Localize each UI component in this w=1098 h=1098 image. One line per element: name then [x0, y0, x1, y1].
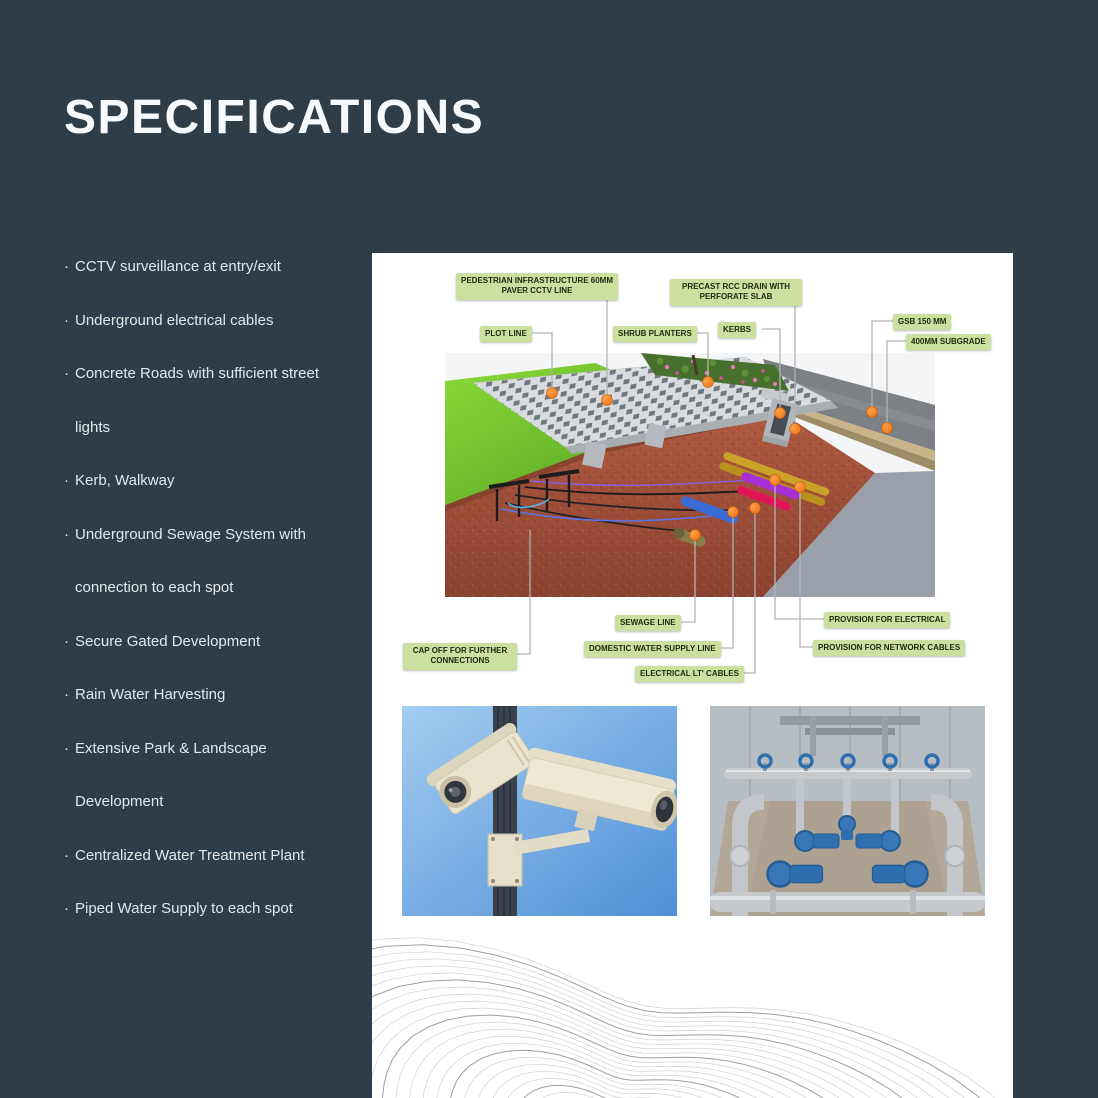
water-treatment-photo: [710, 706, 985, 916]
spec-list-item: [64, 347, 322, 454]
label-kerbs: KERBS: [718, 322, 756, 338]
label-electrical-lt-cables: ELECTRICAL LT' CABLES: [635, 666, 744, 682]
label-subgrade: 400MM SUBGRADE: [906, 334, 991, 350]
page-title: SPECIFICATIONS: [64, 91, 485, 144]
content-panel: [372, 253, 1013, 1098]
spec-text: Underground Sewage System with connection to each spot: [75, 525, 306, 596]
bullet-icon: ·: [64, 472, 69, 489]
bullet-icon: ·: [64, 739, 69, 757]
label-pedestrian-infrastructure: PEDESTRIAN INFRASTRUCTURE 60MM PAVER CCTV LINE: [456, 273, 618, 300]
spec-text: Centralized Water Treatment Plant: [75, 846, 305, 864]
label-precast-rcc-drain: PRECAST RCC DRAIN WITH PERFORATE SLAB: [670, 279, 802, 306]
spec-text: Rain Water Harvesting: [75, 686, 226, 703]
spec-list-item: [64, 829, 322, 883]
spec-text: CCTV surveillance at entry/exit: [75, 258, 281, 275]
bullet-icon: ·: [64, 686, 69, 703]
bullet-icon: ·: [64, 846, 69, 864]
label-plot-line: PLOT LINE: [480, 326, 532, 342]
spec-list: [64, 240, 322, 936]
spec-list-item: [64, 240, 322, 294]
label-cap-off: CAP OFF FOR FURTHER CONNECTIONS: [403, 643, 517, 670]
bullet-icon: ·: [64, 632, 69, 650]
spec-list-item: [64, 722, 322, 829]
spec-text: Extensive Park & Landscape Development: [75, 739, 267, 810]
spec-list-item: [64, 294, 322, 348]
label-domestic-water: DOMESTIC WATER SUPPLY LINE: [584, 641, 721, 657]
bullet-icon: ·: [64, 258, 69, 275]
label-sewage-line: SEWAGE LINE: [615, 615, 681, 631]
infrastructure-diagram: [372, 253, 1013, 693]
bullet-icon: ·: [64, 365, 69, 382]
spec-text: Underground electrical cables: [75, 311, 274, 329]
spec-list-item: [64, 454, 322, 508]
spec-text: Kerb, Walkway: [75, 472, 175, 489]
label-shrub-planters: SHRUB PLANTERS: [613, 326, 697, 342]
spec-text: Concrete Roads with sufficient street lights: [75, 365, 320, 436]
cctv-photo: [402, 706, 677, 916]
spec-text: Secure Gated Development: [75, 632, 261, 650]
bullet-icon: ·: [64, 900, 69, 917]
spec-list-item: [64, 508, 322, 615]
label-gsb: GSB 150 MM: [893, 314, 951, 330]
label-provision-electrical: PROVISION FOR ELECTRICAL: [824, 612, 950, 628]
label-provision-network: PROVISION FOR NETWORK CABLES: [813, 640, 965, 656]
bullet-icon: ·: [64, 311, 69, 329]
contour-drawing: [372, 928, 1013, 1098]
spec-list-item: [64, 615, 322, 669]
spec-list-item: [64, 668, 322, 722]
road-cutaway-scene: [445, 353, 935, 597]
spec-text: Piped Water Supply to each spot: [75, 900, 293, 917]
bullet-icon: ·: [64, 525, 69, 543]
spec-list-item: [64, 882, 322, 936]
